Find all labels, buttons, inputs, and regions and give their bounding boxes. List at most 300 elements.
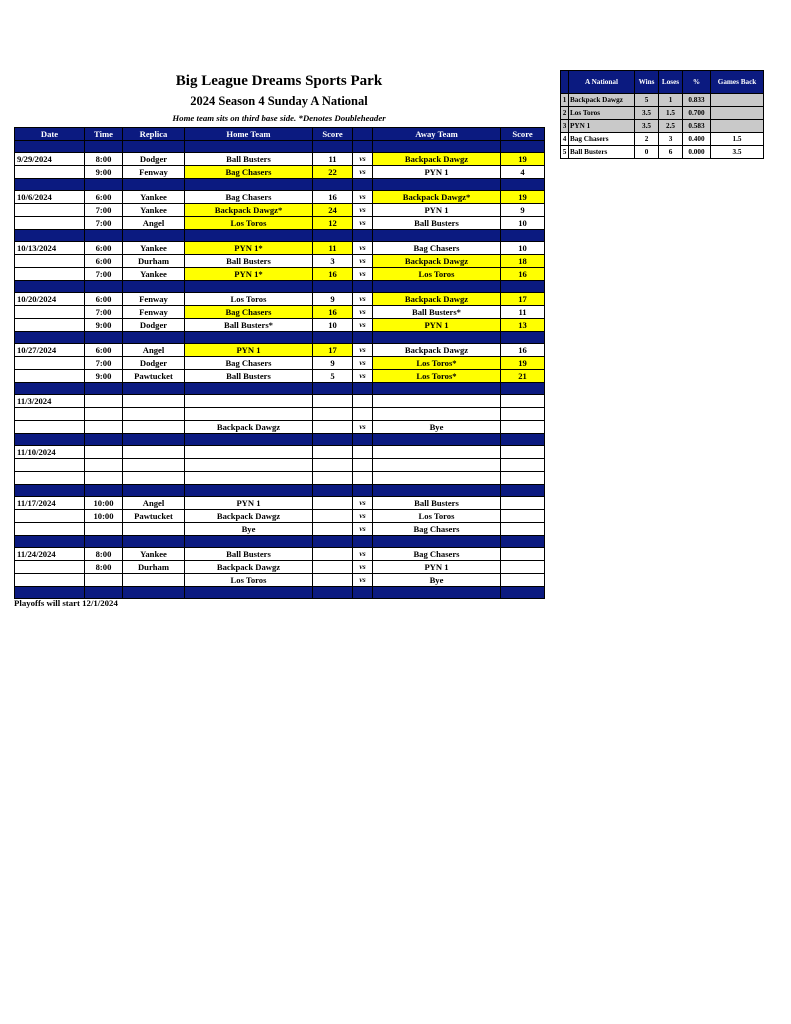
standings-col-pct: % [683, 71, 711, 94]
game-date [15, 408, 85, 421]
home-team: Los Toros [185, 574, 313, 587]
col-home-score: Score [313, 128, 353, 141]
home-team: Backpack Dawgz* [185, 204, 313, 217]
separator-cell [185, 485, 313, 497]
week-separator-row [15, 179, 545, 191]
vs-label: vs [353, 370, 373, 383]
away-score: 19 [501, 357, 545, 370]
away-score [501, 446, 545, 459]
home-team: Backpack Dawgz [185, 421, 313, 434]
separator-cell [373, 536, 501, 548]
separator-cell [313, 587, 353, 599]
standings-row [561, 120, 764, 133]
standings-row [561, 133, 764, 146]
separator-cell [313, 485, 353, 497]
game-replica-field [123, 395, 185, 408]
game-row [15, 153, 545, 166]
game-time: 9:00 [85, 166, 123, 179]
separator-cell [313, 141, 353, 153]
away-team: Bye [373, 421, 501, 434]
away-team: Backpack Dawgz [373, 293, 501, 306]
away-team: PYN 1 [373, 319, 501, 332]
separator-cell [185, 383, 313, 395]
away-score: 19 [501, 191, 545, 204]
schedule-note: Home team sits on third base side. *Denotes Doubleheader [172, 113, 386, 123]
vs-label: vs [353, 523, 373, 536]
separator-cell [15, 536, 85, 548]
separator-cell [353, 536, 373, 548]
separator-cell [185, 536, 313, 548]
standing-team: Backpack Dawgz [569, 94, 635, 107]
separator-cell [85, 485, 123, 497]
game-date [15, 255, 85, 268]
separator-cell [373, 332, 501, 344]
standings-row [561, 146, 764, 159]
standing-pct: 0.833 [683, 94, 711, 107]
separator-cell [501, 141, 545, 153]
home-score: 24 [313, 204, 353, 217]
season-subtitle: 2024 Season 4 Sunday A National [190, 94, 368, 108]
vs-label: vs [353, 191, 373, 204]
away-score [501, 561, 545, 574]
away-team: Backpack Dawgz [373, 344, 501, 357]
home-team: Ball Busters [185, 255, 313, 268]
vs-label: vs [353, 306, 373, 319]
game-date: 10/27/2024 [15, 344, 85, 357]
away-team [373, 459, 501, 472]
standing-loses: 2.5 [659, 120, 683, 133]
separator-cell [85, 536, 123, 548]
vs-label: vs [353, 574, 373, 587]
away-team: PYN 1 [373, 561, 501, 574]
separator-cell [373, 434, 501, 446]
game-time [85, 395, 123, 408]
game-time: 6:00 [85, 255, 123, 268]
home-score: 5 [313, 370, 353, 383]
standing-wins: 2 [635, 133, 659, 146]
col-time: Time [85, 128, 123, 141]
home-score: 11 [313, 242, 353, 255]
game-replica-field: Fenway [123, 166, 185, 179]
away-team: Bag Chasers [373, 242, 501, 255]
away-score: 11 [501, 306, 545, 319]
game-time: 8:00 [85, 561, 123, 574]
separator-cell [313, 536, 353, 548]
separator-cell [501, 485, 545, 497]
away-team: Ball Busters* [373, 306, 501, 319]
game-time [85, 446, 123, 459]
away-team [373, 446, 501, 459]
separator-cell [353, 332, 373, 344]
game-time: 7:00 [85, 357, 123, 370]
home-team: Ball Busters [185, 370, 313, 383]
week-separator-row [15, 141, 545, 153]
game-replica-field [123, 408, 185, 421]
away-score: 10 [501, 217, 545, 230]
home-score: 17 [313, 344, 353, 357]
home-team: PYN 1* [185, 242, 313, 255]
away-team [373, 472, 501, 485]
game-replica-field: Fenway [123, 293, 185, 306]
game-replica-field [123, 459, 185, 472]
game-replica-field [123, 472, 185, 485]
game-replica-field: Durham [123, 255, 185, 268]
standing-loses: 3 [659, 133, 683, 146]
home-team [185, 408, 313, 421]
home-score [313, 395, 353, 408]
away-score [501, 574, 545, 587]
standings-col-loses: Loses [659, 71, 683, 94]
game-replica-field: Durham [123, 561, 185, 574]
away-score [501, 459, 545, 472]
game-date: 10/6/2024 [15, 191, 85, 204]
standing-rank: 4 [561, 133, 569, 146]
game-row [15, 472, 545, 485]
game-date [15, 217, 85, 230]
home-team: Los Toros [185, 293, 313, 306]
separator-cell [185, 281, 313, 293]
away-score [501, 395, 545, 408]
separator-cell [501, 434, 545, 446]
away-score [501, 472, 545, 485]
standing-pct: 0.000 [683, 146, 711, 159]
standing-team: Ball Busters [569, 146, 635, 159]
game-date: 9/29/2024 [15, 153, 85, 166]
col-away-score: Score [501, 128, 545, 141]
standings-col-wins: Wins [635, 71, 659, 94]
week-separator-row [15, 587, 545, 599]
standing-games-back [711, 120, 764, 133]
standing-wins: 3.5 [635, 107, 659, 120]
home-team: PYN 1 [185, 344, 313, 357]
standing-games-back: 1.5 [711, 133, 764, 146]
game-row [15, 191, 545, 204]
away-team: Los Toros* [373, 370, 501, 383]
game-row [15, 408, 545, 421]
vs-label: vs [353, 217, 373, 230]
vs-label: vs [353, 153, 373, 166]
home-team [185, 472, 313, 485]
game-date [15, 306, 85, 319]
game-date [15, 357, 85, 370]
game-time: 6:00 [85, 344, 123, 357]
away-team [373, 408, 501, 421]
col-replica: Replica [123, 128, 185, 141]
separator-cell [353, 485, 373, 497]
game-replica-field: Angel [123, 217, 185, 230]
standing-rank: 3 [561, 120, 569, 133]
separator-cell [123, 485, 185, 497]
home-score [313, 446, 353, 459]
home-team: Bag Chasers [185, 166, 313, 179]
away-score [501, 421, 545, 434]
home-score [313, 548, 353, 561]
standing-rank: 2 [561, 107, 569, 120]
home-team: Los Toros [185, 217, 313, 230]
game-time: 6:00 [85, 191, 123, 204]
away-score [501, 548, 545, 561]
away-score [501, 497, 545, 510]
separator-cell [373, 383, 501, 395]
separator-cell [501, 332, 545, 344]
separator-cell [501, 230, 545, 242]
away-score [501, 408, 545, 421]
separator-cell [15, 230, 85, 242]
home-score: 9 [313, 357, 353, 370]
standings-col-rank [561, 71, 569, 94]
away-score: 19 [501, 153, 545, 166]
separator-cell [313, 281, 353, 293]
away-team: Bag Chasers [373, 548, 501, 561]
separator-cell [123, 141, 185, 153]
away-score: 16 [501, 268, 545, 281]
game-replica-field: Yankee [123, 204, 185, 217]
game-time: 8:00 [85, 548, 123, 561]
game-row [15, 344, 545, 357]
separator-cell [501, 536, 545, 548]
week-separator-row [15, 230, 545, 242]
away-team: Ball Busters [373, 497, 501, 510]
standing-games-back [711, 94, 764, 107]
standing-wins: 0 [635, 146, 659, 159]
home-team: Ball Busters* [185, 319, 313, 332]
separator-cell [185, 141, 313, 153]
separator-cell [123, 281, 185, 293]
game-time [85, 408, 123, 421]
game-time: 8:00 [85, 153, 123, 166]
separator-cell [501, 383, 545, 395]
vs-label: vs [353, 357, 373, 370]
standings-row [561, 94, 764, 107]
game-row [15, 497, 545, 510]
standing-loses: 6 [659, 146, 683, 159]
separator-cell [313, 230, 353, 242]
standing-pct: 0.700 [683, 107, 711, 120]
week-separator-row [15, 383, 545, 395]
game-date: 11/17/2024 [15, 497, 85, 510]
schedule-header-row [15, 128, 545, 141]
home-team: PYN 1 [185, 497, 313, 510]
standings-row [561, 107, 764, 120]
game-replica-field: Pawtucket [123, 510, 185, 523]
separator-cell [85, 179, 123, 191]
game-time [85, 472, 123, 485]
home-team: Bag Chasers [185, 357, 313, 370]
separator-cell [15, 383, 85, 395]
page-title: Big League Dreams Sports Park [175, 73, 383, 89]
game-time: 7:00 [85, 306, 123, 319]
separator-cell [501, 281, 545, 293]
game-row [15, 357, 545, 370]
away-team: Los Toros [373, 268, 501, 281]
home-score [313, 408, 353, 421]
home-score [313, 497, 353, 510]
separator-cell [185, 332, 313, 344]
game-date [15, 370, 85, 383]
home-score: 10 [313, 319, 353, 332]
home-score: 11 [313, 153, 353, 166]
game-replica-field [123, 446, 185, 459]
home-score: 16 [313, 191, 353, 204]
game-replica-field: Yankee [123, 242, 185, 255]
game-date [15, 268, 85, 281]
separator-cell [313, 434, 353, 446]
home-score: 22 [313, 166, 353, 179]
away-team: Bag Chasers [373, 523, 501, 536]
away-team: Backpack Dawgz [373, 153, 501, 166]
home-score: 3 [313, 255, 353, 268]
separator-cell [373, 281, 501, 293]
game-time: 10:00 [85, 497, 123, 510]
vs-label: vs [353, 268, 373, 281]
vs-label: vs [353, 421, 373, 434]
away-team: Backpack Dawgz* [373, 191, 501, 204]
separator-cell [123, 587, 185, 599]
game-replica-field: Angel [123, 497, 185, 510]
vs-label: vs [353, 242, 373, 255]
vs-label: vs [353, 497, 373, 510]
away-team: Los Toros [373, 510, 501, 523]
separator-cell [15, 141, 85, 153]
game-date [15, 319, 85, 332]
away-score [501, 510, 545, 523]
game-date [15, 459, 85, 472]
game-date: 11/10/2024 [15, 446, 85, 459]
separator-cell [15, 434, 85, 446]
home-team [185, 446, 313, 459]
vs-label [353, 446, 373, 459]
separator-cell [15, 281, 85, 293]
vs-label: vs [353, 255, 373, 268]
away-score [501, 523, 545, 536]
separator-cell [353, 230, 373, 242]
game-replica-field: Dodger [123, 153, 185, 166]
separator-cell [353, 587, 373, 599]
separator-cell [185, 587, 313, 599]
game-time: 6:00 [85, 293, 123, 306]
game-time [85, 523, 123, 536]
game-replica-field: Yankee [123, 548, 185, 561]
game-time: 10:00 [85, 510, 123, 523]
playoffs-note: Playoffs will start 12/1/2024 [14, 598, 118, 608]
vs-label [353, 472, 373, 485]
separator-cell [123, 230, 185, 242]
vs-label: vs [353, 319, 373, 332]
game-replica-field: Yankee [123, 268, 185, 281]
game-replica-field: Dodger [123, 357, 185, 370]
game-row [15, 510, 545, 523]
game-date: 11/24/2024 [15, 548, 85, 561]
separator-cell [373, 230, 501, 242]
separator-cell [85, 434, 123, 446]
home-team: Bag Chasers [185, 191, 313, 204]
separator-cell [185, 179, 313, 191]
week-separator-row [15, 281, 545, 293]
game-row [15, 523, 545, 536]
game-row [15, 255, 545, 268]
game-row [15, 395, 545, 408]
standings-table [560, 70, 764, 159]
week-separator-row [15, 434, 545, 446]
standing-loses: 1.5 [659, 107, 683, 120]
separator-cell [15, 332, 85, 344]
home-team: Ball Busters [185, 153, 313, 166]
home-team: Bag Chasers [185, 306, 313, 319]
away-score: 17 [501, 293, 545, 306]
game-date [15, 204, 85, 217]
separator-cell [313, 332, 353, 344]
game-date: 10/13/2024 [15, 242, 85, 255]
separator-cell [123, 383, 185, 395]
game-time [85, 574, 123, 587]
game-time [85, 459, 123, 472]
home-team: Ball Busters [185, 548, 313, 561]
separator-cell [353, 383, 373, 395]
home-team [185, 395, 313, 408]
game-replica-field [123, 421, 185, 434]
separator-cell [353, 434, 373, 446]
separator-cell [501, 179, 545, 191]
game-replica-field [123, 574, 185, 587]
vs-label [353, 408, 373, 421]
game-date [15, 472, 85, 485]
game-replica-field: Angel [123, 344, 185, 357]
away-score: 13 [501, 319, 545, 332]
game-time [85, 421, 123, 434]
away-score: 16 [501, 344, 545, 357]
standing-rank: 1 [561, 94, 569, 107]
game-row [15, 217, 545, 230]
home-score: 16 [313, 306, 353, 319]
separator-cell [353, 179, 373, 191]
standings-header-row [561, 71, 764, 94]
vs-label: vs [353, 344, 373, 357]
game-row [15, 370, 545, 383]
separator-cell [373, 141, 501, 153]
away-score: 21 [501, 370, 545, 383]
separator-cell [123, 332, 185, 344]
separator-cell [313, 179, 353, 191]
game-date [15, 523, 85, 536]
standings-col-games-back: Games Back [711, 71, 764, 94]
away-team: PYN 1 [373, 204, 501, 217]
away-team [373, 395, 501, 408]
away-team: PYN 1 [373, 166, 501, 179]
separator-cell [85, 587, 123, 599]
game-row [15, 459, 545, 472]
game-time: 7:00 [85, 268, 123, 281]
game-date [15, 421, 85, 434]
standing-rank: 5 [561, 146, 569, 159]
col-away-team: Away Team [373, 128, 501, 141]
game-row [15, 293, 545, 306]
game-time: 9:00 [85, 370, 123, 383]
standings-col-division: A National [569, 71, 635, 94]
game-date [15, 574, 85, 587]
game-row [15, 319, 545, 332]
home-score [313, 561, 353, 574]
standing-games-back [711, 107, 764, 120]
game-row [15, 446, 545, 459]
home-score: 12 [313, 217, 353, 230]
vs-label: vs [353, 561, 373, 574]
game-replica-field: Dodger [123, 319, 185, 332]
vs-label: vs [353, 510, 373, 523]
separator-cell [85, 141, 123, 153]
col-home-team: Home Team [185, 128, 313, 141]
separator-cell [85, 332, 123, 344]
standing-wins: 5 [635, 94, 659, 107]
